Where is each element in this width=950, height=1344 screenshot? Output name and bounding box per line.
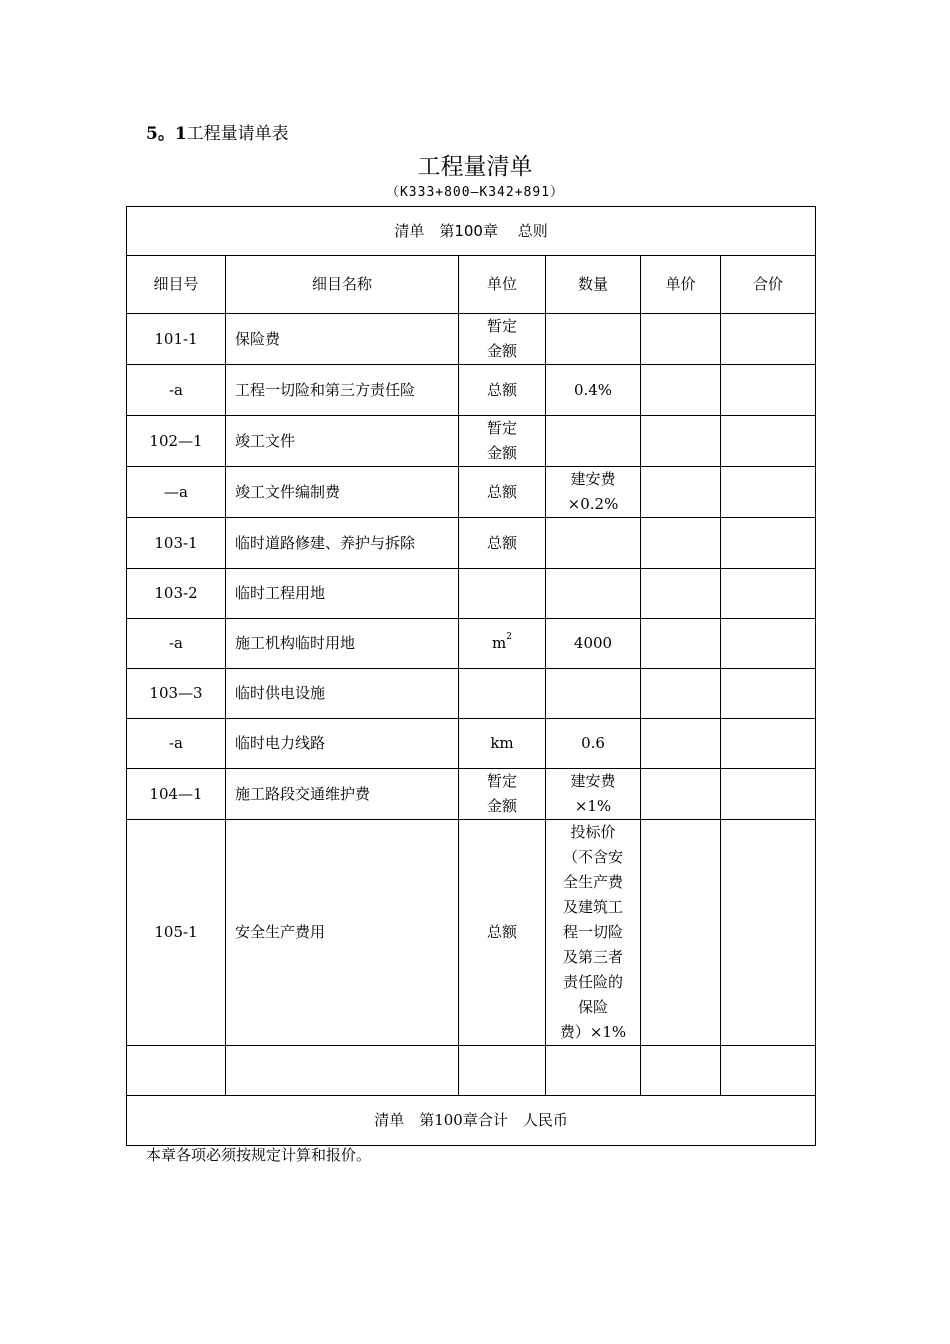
cell-code-text: 105-1 bbox=[154, 923, 198, 941]
cell-unit-text: 总额 bbox=[486, 923, 517, 941]
cell-unit bbox=[459, 365, 546, 416]
cell-quantity bbox=[546, 518, 641, 569]
cell-name-text: 安全生产费用 bbox=[235, 923, 326, 941]
cell-unit-price bbox=[641, 820, 721, 1046]
cell-quantity bbox=[546, 416, 641, 467]
cell-code-text: 103-1 bbox=[154, 533, 198, 552]
table-row bbox=[127, 416, 816, 467]
cell-quantity-text: 建安费 ×0.2% bbox=[567, 470, 619, 513]
chapter-header: 清单 第100章 总则 bbox=[127, 207, 816, 256]
cell-code-text: —a bbox=[164, 482, 188, 501]
chapter-header-row bbox=[127, 207, 816, 256]
cell-name bbox=[226, 769, 459, 820]
cell-unit-price bbox=[641, 619, 721, 669]
cell-code bbox=[127, 365, 226, 416]
cell-name bbox=[226, 669, 459, 719]
cell-name bbox=[226, 1046, 459, 1096]
cell-unit bbox=[459, 569, 546, 619]
cell-unit bbox=[459, 1046, 546, 1096]
cell-code bbox=[127, 467, 226, 518]
cell-name bbox=[226, 416, 459, 467]
cell-unit-price bbox=[641, 769, 721, 820]
cell-unit-text: 总额 bbox=[486, 380, 517, 399]
cell-code-text: 101-1 bbox=[154, 329, 198, 348]
cell-name bbox=[226, 619, 459, 669]
cell-quantity bbox=[546, 820, 641, 1046]
cell-unit-text: km bbox=[490, 734, 514, 752]
cell-total-price bbox=[721, 769, 816, 820]
cell-unit bbox=[459, 416, 546, 467]
table-row bbox=[127, 518, 816, 569]
cell-code bbox=[127, 518, 226, 569]
cell-code-text: 102—1 bbox=[149, 431, 203, 450]
section-heading bbox=[146, 122, 289, 146]
table-row bbox=[127, 569, 816, 619]
table-row bbox=[127, 719, 816, 769]
cell-total-price bbox=[721, 669, 816, 719]
cell-quantity bbox=[546, 365, 641, 416]
cell-total-price bbox=[721, 314, 816, 365]
cell-quantity-text: 0.6 bbox=[581, 734, 605, 752]
cell-total-price bbox=[721, 719, 816, 769]
column-header-name: 细目名称 bbox=[226, 256, 459, 314]
cell-quantity bbox=[546, 769, 641, 820]
cell-unit-price bbox=[641, 365, 721, 416]
cell-code-text: -a bbox=[168, 380, 183, 399]
column-header-unit-price: 单价 bbox=[641, 256, 721, 314]
document-subtitle: （K333+800—K342+891） bbox=[385, 185, 565, 200]
cell-name-text: 临时供电设施 bbox=[235, 684, 326, 702]
cell-quantity bbox=[546, 467, 641, 518]
table-row bbox=[127, 467, 816, 518]
cell-name bbox=[226, 518, 459, 569]
document-title: 工程量清单 bbox=[417, 154, 533, 180]
cell-unit-price bbox=[641, 669, 721, 719]
cell-quantity bbox=[546, 719, 641, 769]
cell-total-price bbox=[721, 518, 816, 569]
cell-code-text: 103-2 bbox=[154, 584, 198, 602]
cell-code bbox=[127, 314, 226, 365]
chapter-total: 清单 第100章合计 人民币 bbox=[127, 1096, 816, 1146]
cell-name-text: 施工路段交通维护费 bbox=[235, 784, 371, 803]
cell-code bbox=[127, 669, 226, 719]
cell-name-text: 保险费 bbox=[235, 329, 281, 348]
cell-code bbox=[127, 619, 226, 669]
cell-unit-text: 暂定 金额 bbox=[486, 772, 517, 815]
cell-unit-text: 暂定 金额 bbox=[486, 419, 517, 462]
summary-row bbox=[127, 1096, 816, 1146]
cell-name-text: 工程一切险和第三方责任险 bbox=[235, 380, 416, 399]
cell-total-price bbox=[721, 569, 816, 619]
cell-unit bbox=[459, 669, 546, 719]
table-row bbox=[127, 669, 816, 719]
cell-code-text: 103—3 bbox=[149, 684, 203, 702]
cell-total-price bbox=[721, 1046, 816, 1096]
cell-code bbox=[127, 416, 226, 467]
cell-unit-price bbox=[641, 416, 721, 467]
cell-code-text: 104—1 bbox=[149, 784, 203, 803]
cell-quantity bbox=[546, 314, 641, 365]
cell-name bbox=[226, 820, 459, 1046]
cell-unit-price bbox=[641, 518, 721, 569]
cell-quantity-text: 投标价 （不含安 全生产费 及建筑工 程一切险 及第三者 责任险的 保险 费）×1% bbox=[559, 823, 627, 1041]
cell-total-price bbox=[721, 467, 816, 518]
cell-name bbox=[226, 467, 459, 518]
cell-total-price bbox=[721, 416, 816, 467]
column-header-row bbox=[127, 256, 816, 314]
table-row bbox=[127, 314, 816, 365]
column-header-unit: 单位 bbox=[459, 256, 546, 314]
cell-unit-text: 暂定 金额 bbox=[486, 317, 517, 360]
bill-of-quantities-table bbox=[126, 206, 816, 1146]
table-row bbox=[127, 1046, 816, 1096]
cell-code bbox=[127, 719, 226, 769]
table-row bbox=[127, 820, 816, 1046]
cell-unit-price bbox=[641, 1046, 721, 1096]
cell-unit bbox=[459, 820, 546, 1046]
column-header-code: 细目号 bbox=[127, 256, 226, 314]
cell-unit bbox=[459, 518, 546, 569]
cell-code-text: -a bbox=[168, 634, 183, 652]
cell-unit-price bbox=[641, 314, 721, 365]
footnote: 本章各项必须按规定计算和报价。 bbox=[146, 1146, 372, 1164]
cell-unit bbox=[459, 769, 546, 820]
table-row bbox=[127, 769, 816, 820]
cell-name-text: 竣工文件 bbox=[235, 431, 296, 450]
cell-unit bbox=[459, 719, 546, 769]
cell-code bbox=[127, 1046, 226, 1096]
cell-unit-text: 总额 bbox=[486, 482, 517, 501]
section-number: 5。1 bbox=[146, 124, 187, 144]
cell-quantity bbox=[546, 1046, 641, 1096]
cell-name-text: 临时电力线路 bbox=[235, 734, 326, 752]
cell-name bbox=[226, 719, 459, 769]
cell-unit bbox=[459, 314, 546, 365]
cell-quantity bbox=[546, 569, 641, 619]
cell-total-price bbox=[721, 365, 816, 416]
cell-name-text: 竣工文件编制费 bbox=[235, 482, 341, 501]
section-title: 工程量请单表 bbox=[186, 124, 289, 144]
cell-code bbox=[127, 820, 226, 1046]
cell-code-text: -a bbox=[168, 734, 183, 752]
cell-unit-text: m bbox=[492, 634, 507, 652]
cell-name bbox=[226, 314, 459, 365]
column-header-quantity: 数量 bbox=[546, 256, 641, 314]
cell-quantity-text: 4000 bbox=[573, 634, 613, 652]
cell-name-text: 施工机构临时用地 bbox=[235, 634, 356, 652]
cell-unit-price bbox=[641, 467, 721, 518]
cell-quantity-text: 建安费 ×1% bbox=[570, 772, 616, 815]
cell-name bbox=[226, 365, 459, 416]
cell-code bbox=[127, 769, 226, 820]
cell-unit bbox=[459, 467, 546, 518]
cell-name-text: 临时道路修建、养护与拆除 bbox=[235, 533, 416, 552]
table-row bbox=[127, 619, 816, 669]
cell-total-price bbox=[721, 619, 816, 669]
cell-code bbox=[127, 569, 226, 619]
cell-quantity-text: 0.4% bbox=[573, 380, 613, 399]
cell-unit-price bbox=[641, 569, 721, 619]
cell-quantity bbox=[546, 669, 641, 719]
cell-unit-price bbox=[641, 719, 721, 769]
cell-unit bbox=[459, 619, 546, 669]
unit-superscript: 2 bbox=[506, 632, 512, 642]
cell-name-text: 临时工程用地 bbox=[235, 584, 326, 602]
cell-name bbox=[226, 569, 459, 619]
table-row bbox=[127, 365, 816, 416]
cell-total-price bbox=[721, 820, 816, 1046]
cell-unit-text: 总额 bbox=[486, 533, 517, 552]
column-header-total-price: 合价 bbox=[721, 256, 816, 314]
cell-quantity bbox=[546, 619, 641, 669]
